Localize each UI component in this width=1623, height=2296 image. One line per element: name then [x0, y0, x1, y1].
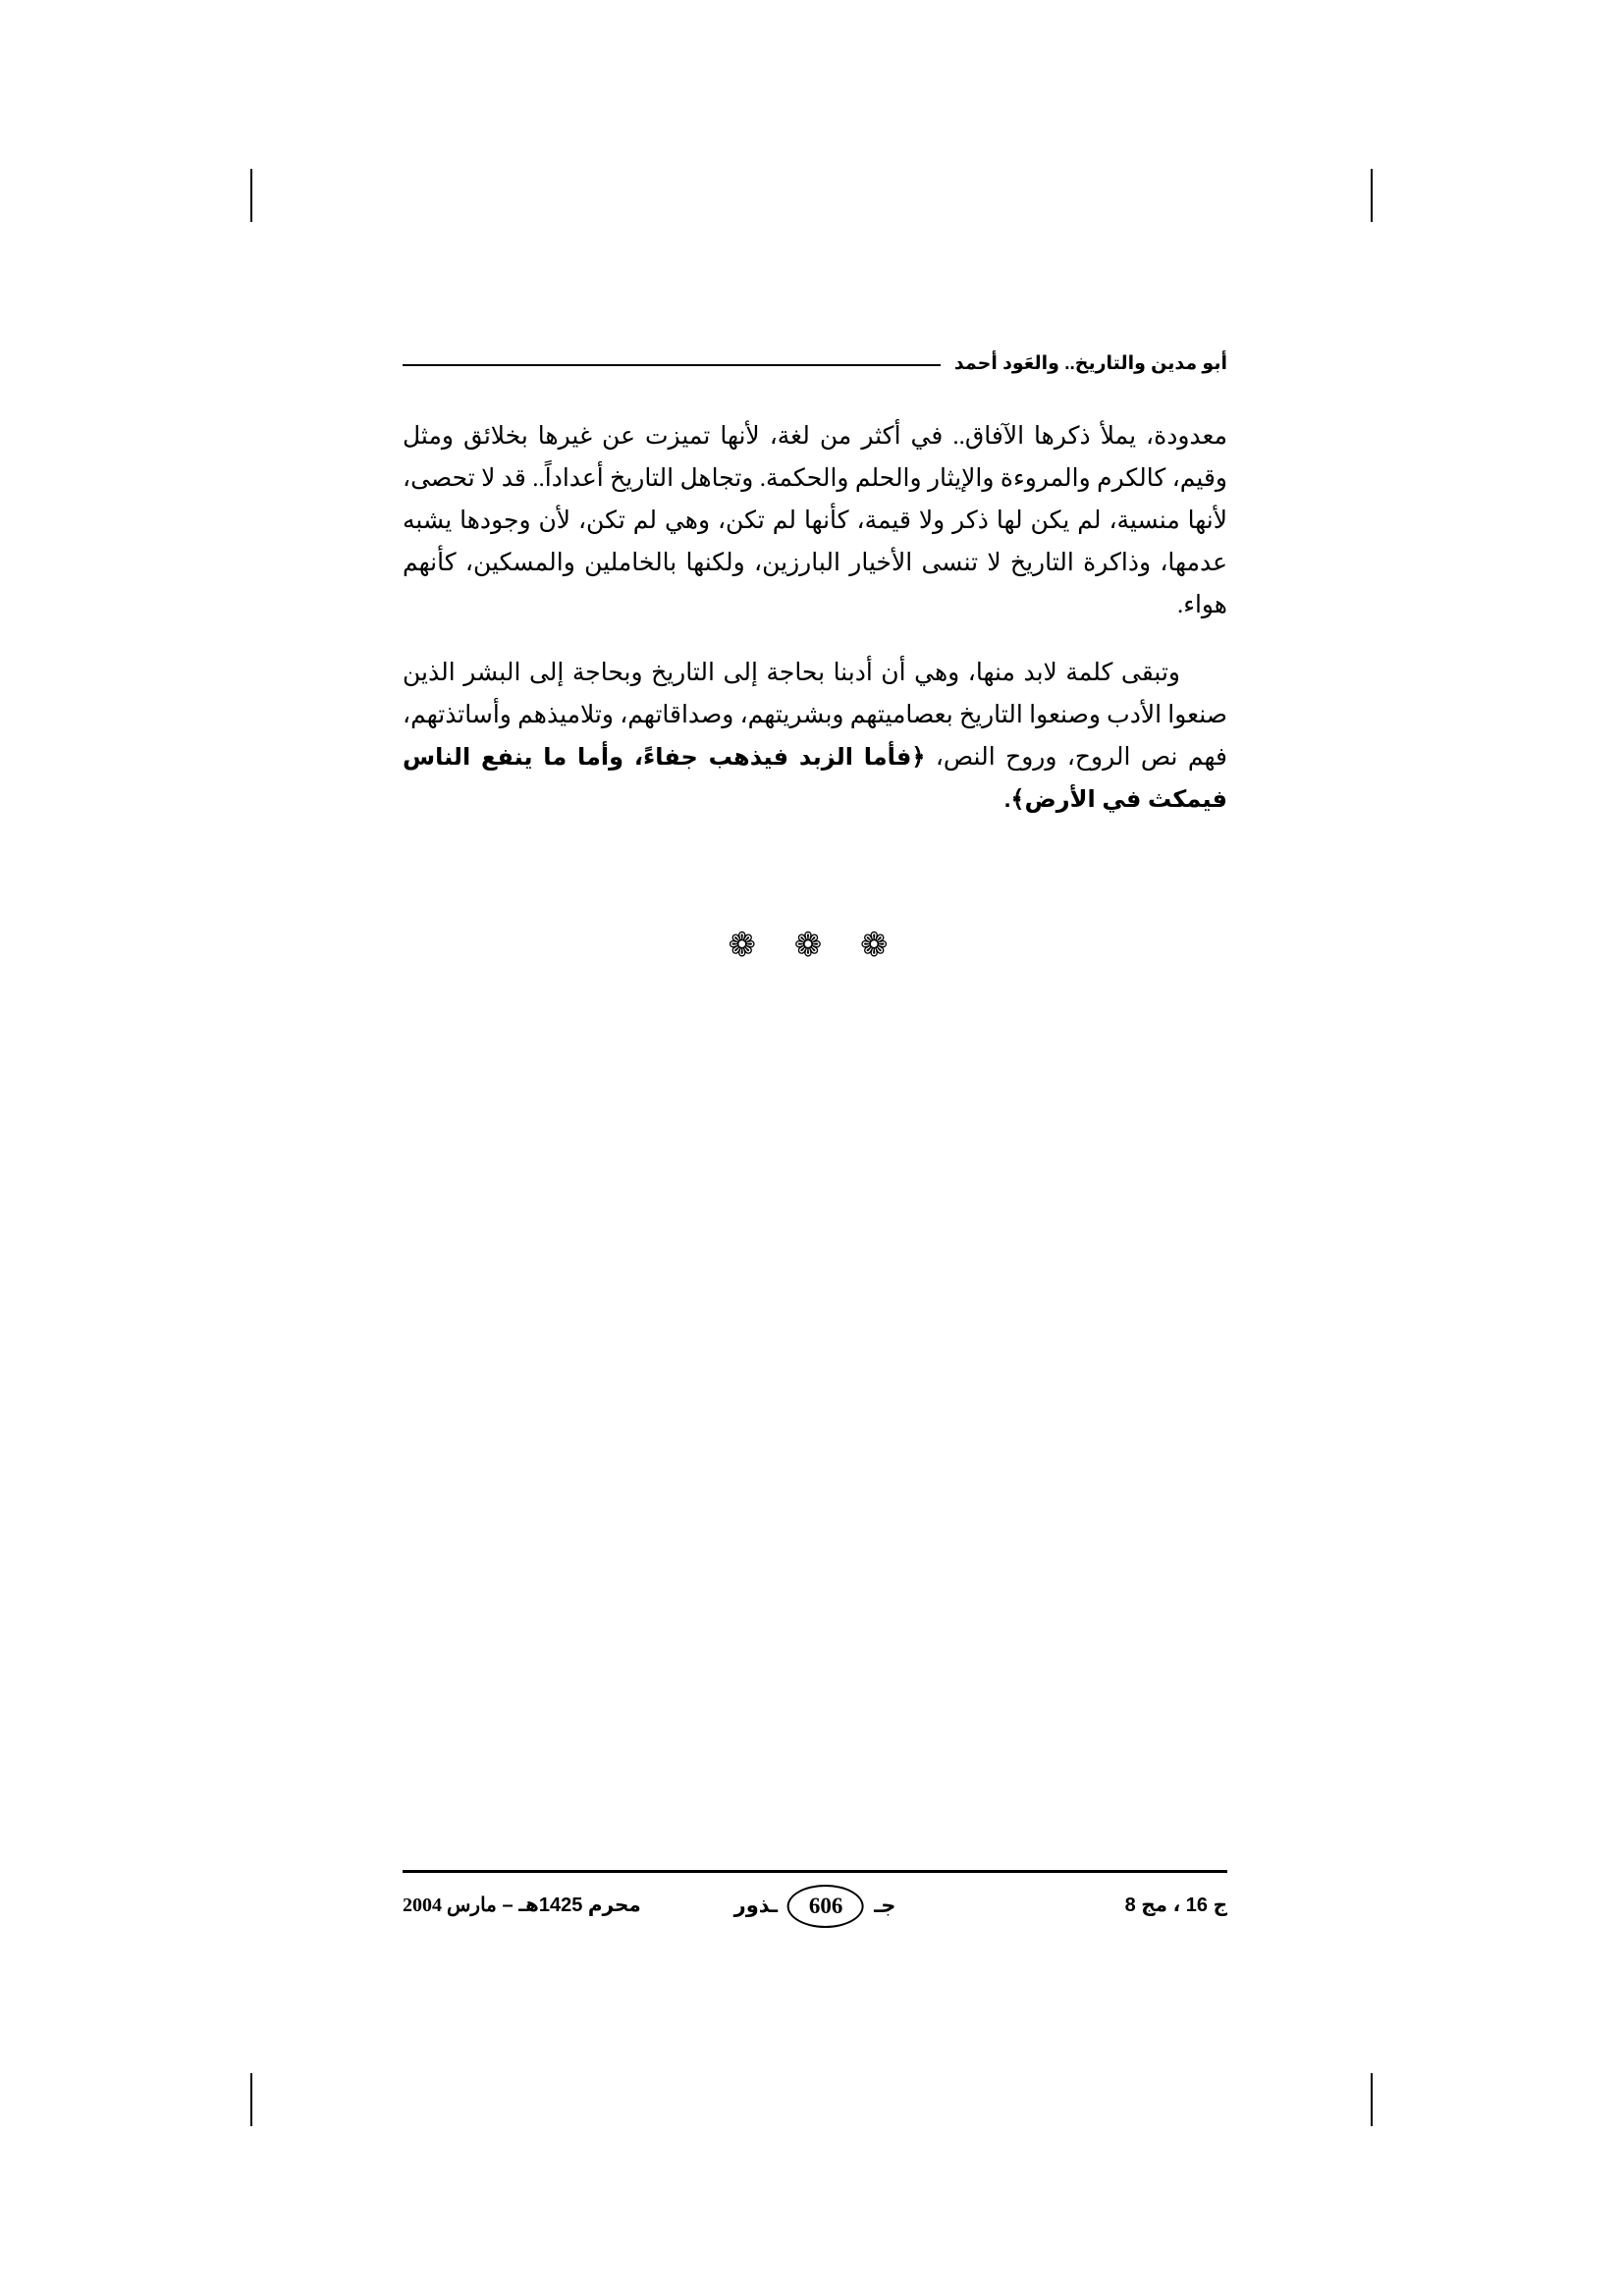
paragraph-2-text: وتبقى كلمة لابد منها، وهي أن أدبنا بحاجة إلى التاريخ وبحاجة إلى البشر الذين صنعوا الأدب وصنعوا التاريخ بعصاميتهم وبشريتهم، وصداقاتهم، وتلاميذهم وأساتذتهم، فهم نص الروح، وروح النص، [403, 660, 1228, 771]
running-head-title: أبو مدين والتاريخ.. والعَود أحمد [953, 352, 1227, 374]
body-text [403, 415, 1227, 821]
ornament-divider: ❁ ❁ ❁ [728, 926, 902, 965]
crop-mark-top-left [250, 169, 252, 222]
footer-rule [403, 1870, 1227, 1873]
running-head [403, 348, 1227, 382]
crop-mark-bottom-right [1371, 2073, 1373, 2126]
page-number: 606 [787, 1885, 864, 1928]
journal-name-right: جـ [874, 1895, 896, 1917]
footer-date [403, 1893, 641, 1917]
paragraph-1: معدودة، يملأ ذكرها الآفاق.. في أكثر من لغة، لأنها تميزت عن غيرها بخلائق ومثل وقيم، كالكرم والمروءة والإيثار والحلم والحكمة. وتجاهل التاريخ أعداداً.. قد لا تحصى، لأنها منسية، لم يكن لها ذكر ولا قيمة، كأنها لم تكن، وهي لم تكن، لأن وجودها يشبه عدمها، وذاكرة التاريخ لا تنسى الأخيار البارزين، ولكنها بالخاملين والمسكين، كأنهم هواء. [403, 423, 1227, 618]
page-footer [403, 1870, 1227, 1930]
quran-quote: ﴿فأما الزبد فيذهب جفاءً، وأما ما ينفع الناس فيمكث في الأرض﴾. [403, 744, 1227, 813]
footer-center-group [734, 1885, 896, 1928]
crop-mark-top-right [1371, 169, 1373, 222]
footer-volume-issue: ج 16 ، مج 8 [1124, 1894, 1227, 1916]
page-content [403, 348, 1228, 965]
paragraph-2 [403, 652, 1227, 821]
footer-date-hijri: محرم 1425هـ – [502, 1894, 641, 1916]
journal-name-left: ـذور [733, 1895, 779, 1917]
footer-row [403, 1885, 1227, 1930]
crop-mark-bottom-left [250, 2073, 252, 2126]
running-head-rule [403, 364, 941, 367]
footer-date-gregorian: مارس 2004 [403, 1894, 497, 1916]
